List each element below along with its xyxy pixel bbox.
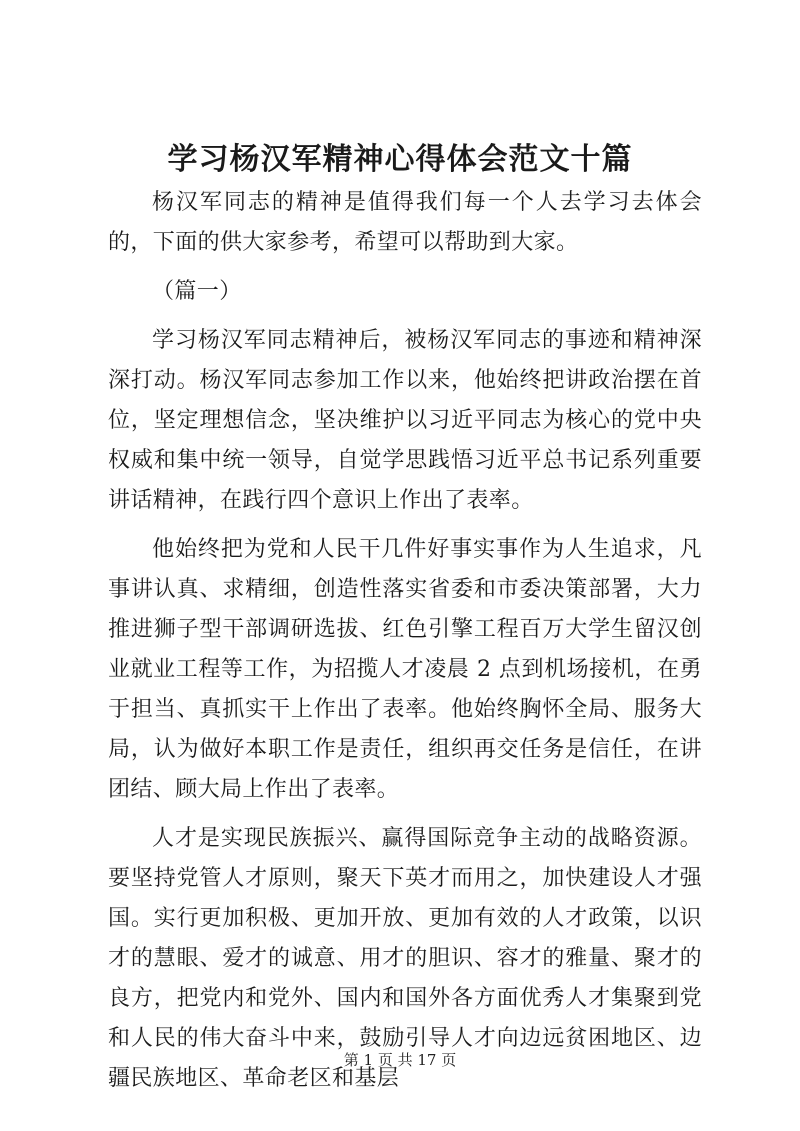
document-title: 学习杨汉军精神心得体会范文十篇	[167, 142, 633, 177]
body-paragraph: 人才是实现民族振兴、赢得国际竞争主动的战略资源。要坚持党管人才原则，聚天下英才而用之，加快建设人才强国。实行更加积极、更加开放、更加有效的人才政策，以识才的慧眼、爱才的诚意、用才的胆识、容才的雅量、聚才的良方，把党内和党外、国内和国外各方面优秀人才集聚到党和人民的伟大奋斗中来，鼓励引导人才向边远贫困地区、边疆民族地区、革命老区和基层	[108, 826, 702, 1091]
document-body	[108, 183, 702, 1108]
body-paragraph: 学习杨汉军同志精神后，被杨汉军同志的事迹和精神深深打动。杨汉军同志参加工作以来，他始终把讲政治摆在首位，坚定理想信念，坚决维护以习近平同志为核心的党中央权威和集中统一领导，自觉学思践悟习近平总书记系列重要讲话精神，在践行四个意识上作出了表率。	[108, 328, 702, 513]
page-footer: 第 1 页 共 17 页	[343, 1051, 457, 1069]
body-paragraph: 他始终把为党和人民干几件好事实事作为人生追求，凡事讲认真、求精细，创造性落实省委和市委决策部署，大力推进狮子型干部调研选拔、红色引擎工程百万大学生留汉创业就业工程等工作，为招揽人才凌晨 2 点到机场接机，在勇于担当、真抓实干上作出了表率。他始终胸怀全局、服务大局，认为做好本职工作是责任，组织再交任务是信任，在讲团结、顾大局上作出了表率。	[108, 537, 702, 802]
intro-paragraph: 杨汉军同志的精神是值得我们每一个人去学习去体会的，下面的供大家参考，希望可以帮助到大家。	[108, 190, 702, 255]
section-heading: （篇一）	[152, 279, 242, 304]
